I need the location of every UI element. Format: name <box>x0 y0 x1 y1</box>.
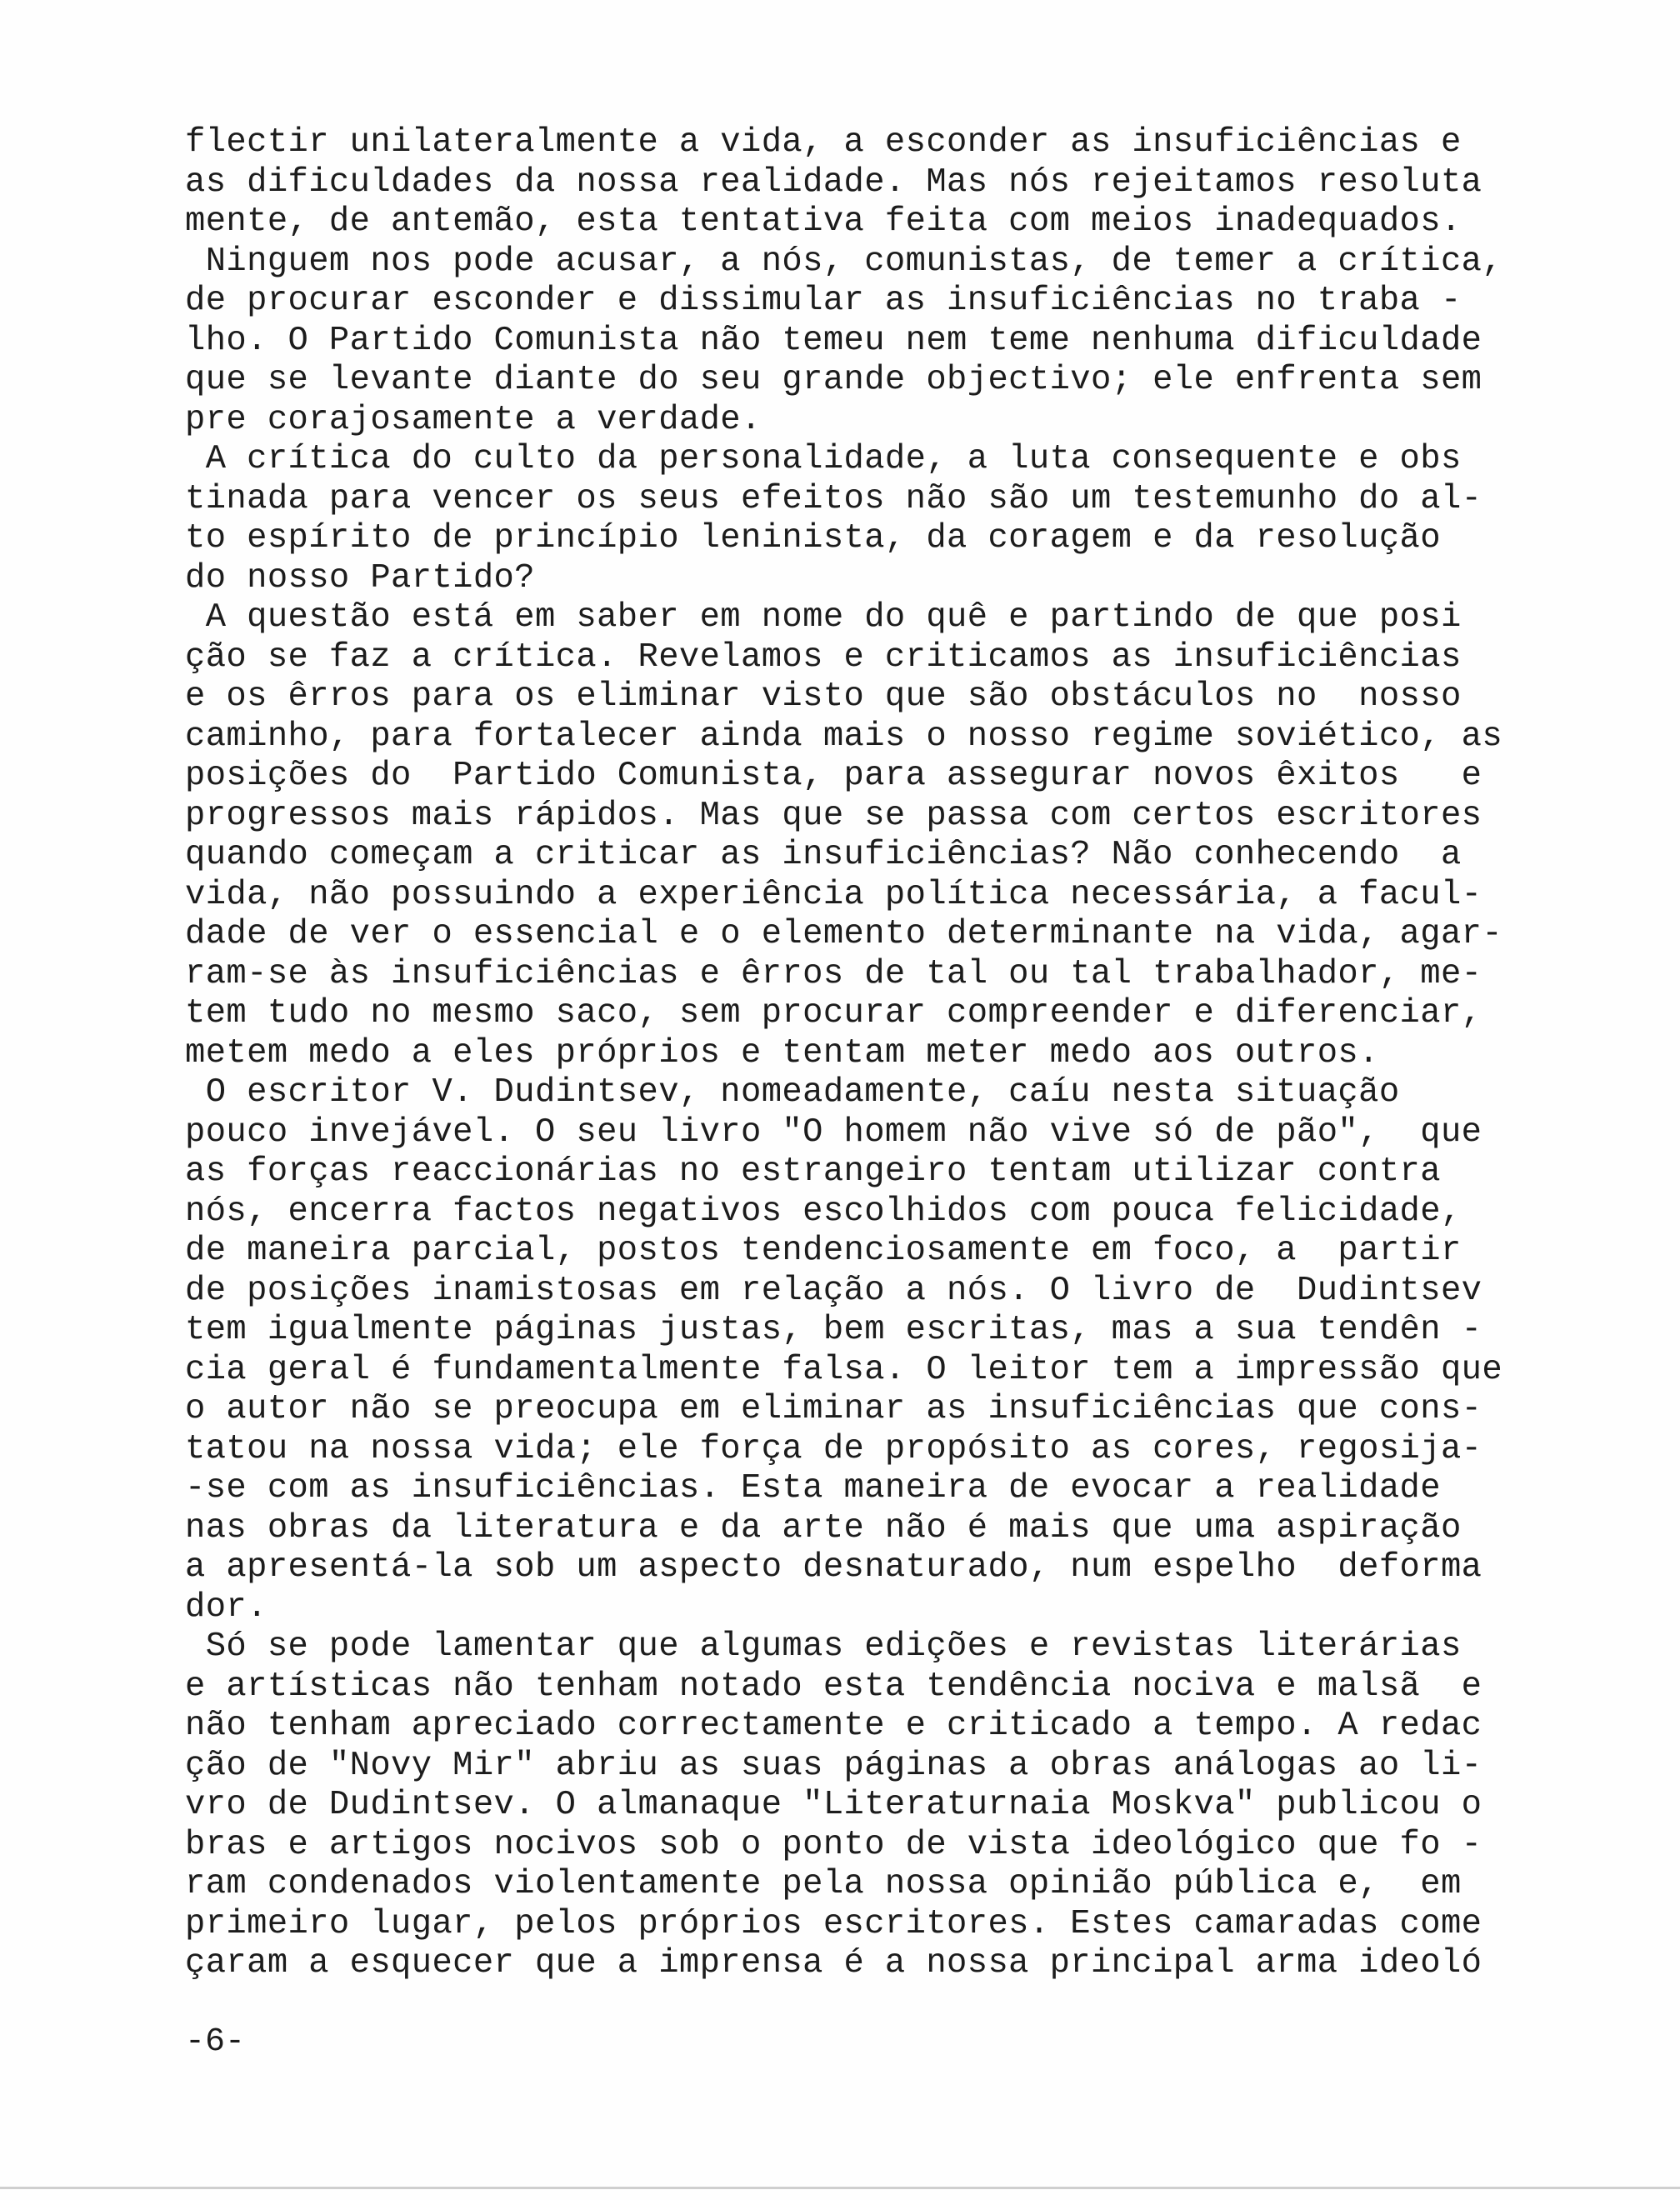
text-line: o autor não se preocupa em eliminar as insuficiências que cons- <box>185 1390 1482 1428</box>
text-line: -se com as insuficiências. Esta maneira de evocar a realidade <box>185 1469 1441 1508</box>
text-line: çaram a esquecer que a imprensa é a nossa principal arma ideoló <box>185 1944 1482 1982</box>
body-text <box>185 123 1552 1984</box>
text-line: mente, de antemão, esta tentativa feita com meios inadequados. <box>185 202 1462 241</box>
text-line: quando começam a criticar as insuficiências? Não conhecendo a <box>185 836 1462 874</box>
text-line: ção se faz a crítica. Revelamos e criticamos as insuficiências <box>185 638 1462 677</box>
text-line: tem igualmente páginas justas, bem escritas, mas a sua tendên - <box>185 1311 1482 1349</box>
scan-edge-divider <box>0 2187 1680 2189</box>
text-line: tatou na nossa vida; ele força de propósito as cores, regosija- <box>185 1429 1482 1468</box>
text-line: ção de "Novy Mir" abriu as suas páginas a obras análogas ao li- <box>185 1746 1482 1785</box>
text-line: primeiro lugar, pelos próprios escritores. Estes camaradas come <box>185 1904 1482 1943</box>
text-line: progressos mais rápidos. Mas que se passa com certos escritores <box>185 796 1482 835</box>
text-line: ram condenados violentamente pela nossa opinião pública e, em <box>185 1865 1462 1903</box>
text-line: do nosso Partido? <box>185 558 535 598</box>
text-line: to espírito de princípio leninista, da coragem e da resolução <box>185 519 1441 558</box>
page-number: -6- <box>185 2023 246 2061</box>
text-line: tinada para vencer os seus efeitos não são um testemunho do al- <box>185 479 1482 518</box>
text-line: tem tudo no mesmo saco, sem procurar compreender e diferenciar, <box>185 994 1482 1032</box>
text-line: dade de ver o essencial e o elemento determinante na vida, agar- <box>185 915 1503 953</box>
text-line: e artísticas não tenham notado esta tendência nociva e malsã e <box>185 1667 1482 1706</box>
text-line: de procurar esconder e dissimular as insuficiências no traba - <box>185 282 1462 320</box>
text-line: A crítica do culto da personalidade, a luta consequente e obs <box>185 440 1462 478</box>
text-line: as forças reaccionárias no estrangeiro tentam utilizar contra <box>185 1152 1441 1191</box>
text-line: de maneira parcial, postos tendenciosamente em foco, a partir <box>185 1232 1462 1270</box>
text-line: e os êrros para os eliminar visto que são obstáculos no nosso <box>185 678 1462 716</box>
text-line: vro de Dudintsev. O almanaque "Literaturnaia Moskva" publicou o <box>185 1786 1482 1824</box>
text-line: metem medo a eles próprios e tentam meter medo aos outros. <box>185 1033 1379 1072</box>
text-line: pouco invejável. O seu livro "O homem não vive só de pão", que <box>185 1112 1482 1152</box>
text-line: lho. O Partido Comunista não temeu nem teme nenhuma dificuldade <box>185 321 1482 360</box>
text-line: as dificuldades da nossa realidade. Mas nós rejeitamos resoluta <box>185 162 1482 202</box>
text-line: que se levante diante do seu grande objectivo; ele enfrenta sem <box>185 361 1482 399</box>
text-line: posições do Partido Comunista, para assegurar novos êxitos e <box>185 757 1482 795</box>
text-line: caminho, para fortalecer ainda mais o nosso regime soviético, as <box>185 717 1503 756</box>
text-line: nas obras da literatura e da arte não é mais que uma aspiração <box>185 1508 1462 1548</box>
text-line: Ninguem nos pode acusar, a nós, comunistas, de temer a crítica, <box>185 242 1503 281</box>
text-line: dor. <box>185 1588 268 1627</box>
text-line: nós, encerra factos negativos escolhidos com pouca felicidade, <box>185 1192 1462 1231</box>
text-line: vida, não possuindo a experiência política necessária, a facul- <box>185 875 1482 914</box>
text-line: flectir unilateralmente a vida, a esconder as insuficiências e <box>185 123 1462 162</box>
text-line: a apresentá-la sob um aspecto desnaturado, num espelho deforma <box>185 1548 1482 1587</box>
text-line: pre corajosamente a verdade. <box>185 400 762 439</box>
text-line: ram-se às insuficiências e êrros de tal ou tal trabalhador, me- <box>185 954 1482 993</box>
text-line: A questão está em saber em nome do quê e partindo de que posi <box>185 598 1462 637</box>
text-line: não tenham apreciado correctamente e criticado a tempo. A redac <box>185 1707 1482 1745</box>
text-line: de posições inamistosas em relação a nós. O livro de Dudintsev <box>185 1271 1482 1310</box>
text-line: cia geral é fundamentalmente falsa. O leitor tem a impressão que <box>185 1350 1503 1389</box>
text-line: Só se pode lamentar que algumas edições e revistas literárias <box>185 1628 1462 1666</box>
text-line: O escritor V. Dudintsev, nomeadamente, caíu nesta situação <box>185 1073 1400 1112</box>
text-line: bras e artigos nocivos sob o ponto de vista ideológico que fo - <box>185 1825 1482 1864</box>
